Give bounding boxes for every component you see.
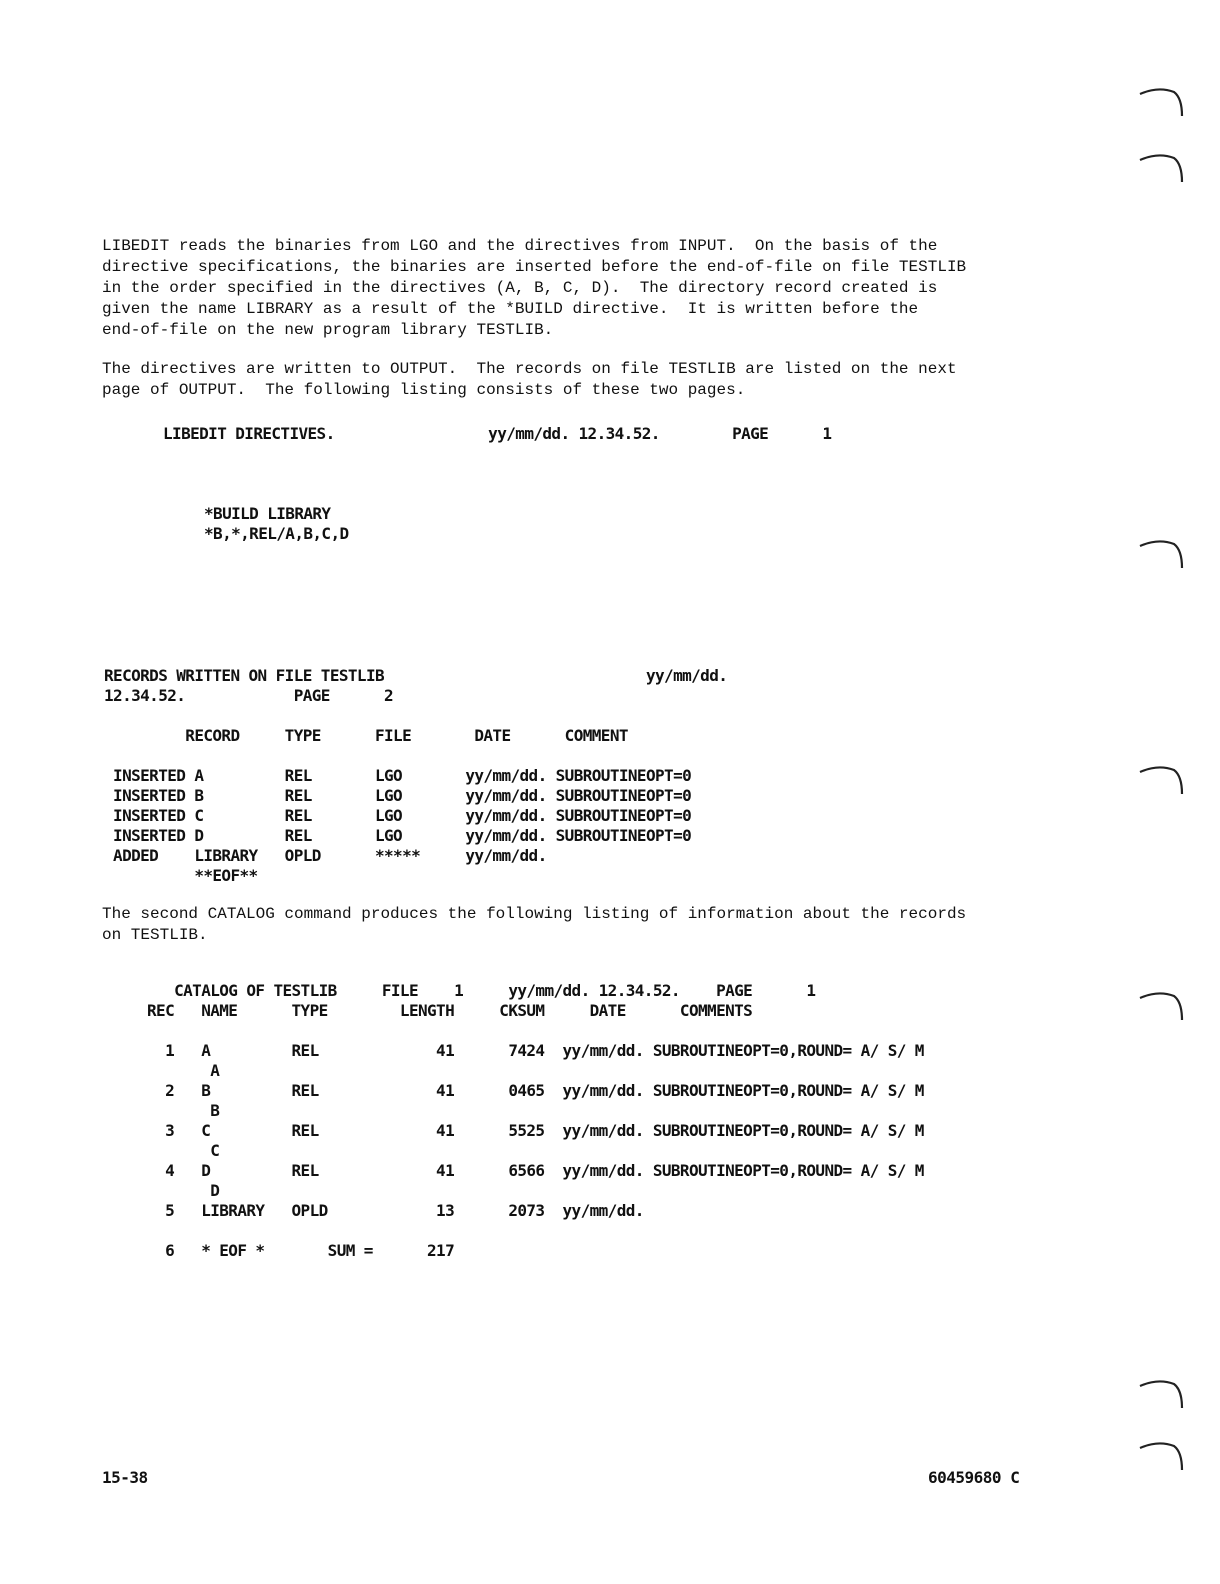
binder-hole-mark <box>1138 990 1184 1022</box>
document-number: 60459680 C <box>928 1468 1020 1487</box>
output-paragraph: The directives are written to OUTPUT. The records on file TESTLIB are listed on the next page of OUTPUT. The following listing consists of these two pages. <box>102 360 957 399</box>
binder-hole-mark <box>1138 538 1184 570</box>
directives-listing: *BUILD LIBRARY *B,*,REL/A,B,C,D <box>204 504 349 543</box>
binder-hole-mark <box>1138 1378 1184 1410</box>
binder-hole-mark <box>1138 152 1184 184</box>
libedit-directives-header: LIBEDIT DIRECTIVES. yy/mm/dd. 12.34.52. PAGE 1 <box>163 424 832 443</box>
records-written-text: RECORDS WRITTEN ON FILE TESTLIB yy/mm/dd. 12.34.52. PAGE 2 RECORD TYPE FILE DATE COMMENT INSERTED A REL LGO yy/mm/dd. SUBROUTINEOPT=0 INSERTED B REL LGO yy/mm/dd. SUBROUTINEOPT=0 INSERTED C REL LGO yy/mm/dd. SUBROUTINEOPT=0 INSERTED D REL LGO yy/mm/dd. SUBROUTINEOPT=0 ADDED LIBRARY OPLD ***** yy/mm/dd. **EOF** <box>104 666 728 885</box>
records-written-listing <box>104 626 727 906</box>
intro-paragraph: LIBEDIT reads the binaries from LGO and the directives from INPUT. On the basis of the directive specifications, the binaries are inserted before the end-of-file on file TESTLIB in the order specified in the directives (A, B, C, D). The directory record created is given the name LIBRARY as a result of the *BUILD directive. It is written before the end-of-file on the new program library TESTLIB. <box>102 237 967 339</box>
catalog-paragraph: The second CATALOG command produces the following listing of information about the records on TESTLIB. <box>102 905 967 944</box>
binder-hole-mark <box>1138 86 1184 118</box>
catalog-listing: CATALOG OF TESTLIB FILE 1 yy/mm/dd. 12.34.52. PAGE 1 REC NAME TYPE LENGTH CKSUM DATE COMMENTS 1 A REL 41 7424 yy/mm/dd. SUBROUTINEOPT=0,ROUND= A/ S/ M A 2 B REL 41 0465 yy/mm/dd. SUBROUTINEOPT=0,ROUND= A/ S/ M B 3 C REL 41 5525 yy/mm/dd. SUBROUTINEOPT=0,ROUND= A/ S/ M C 4 D REL 41 6566 yy/mm/dd. SUBROUTINEOPT=0,ROUND= A/ S/ M D 5 LIBRARY OPLD 13 2073 yy/mm/dd. 6 * EOF * SUM = 217 <box>147 981 924 1260</box>
binder-hole-mark <box>1138 764 1184 796</box>
page-number: 15-38 <box>102 1468 148 1487</box>
binder-hole-mark <box>1138 1440 1184 1472</box>
